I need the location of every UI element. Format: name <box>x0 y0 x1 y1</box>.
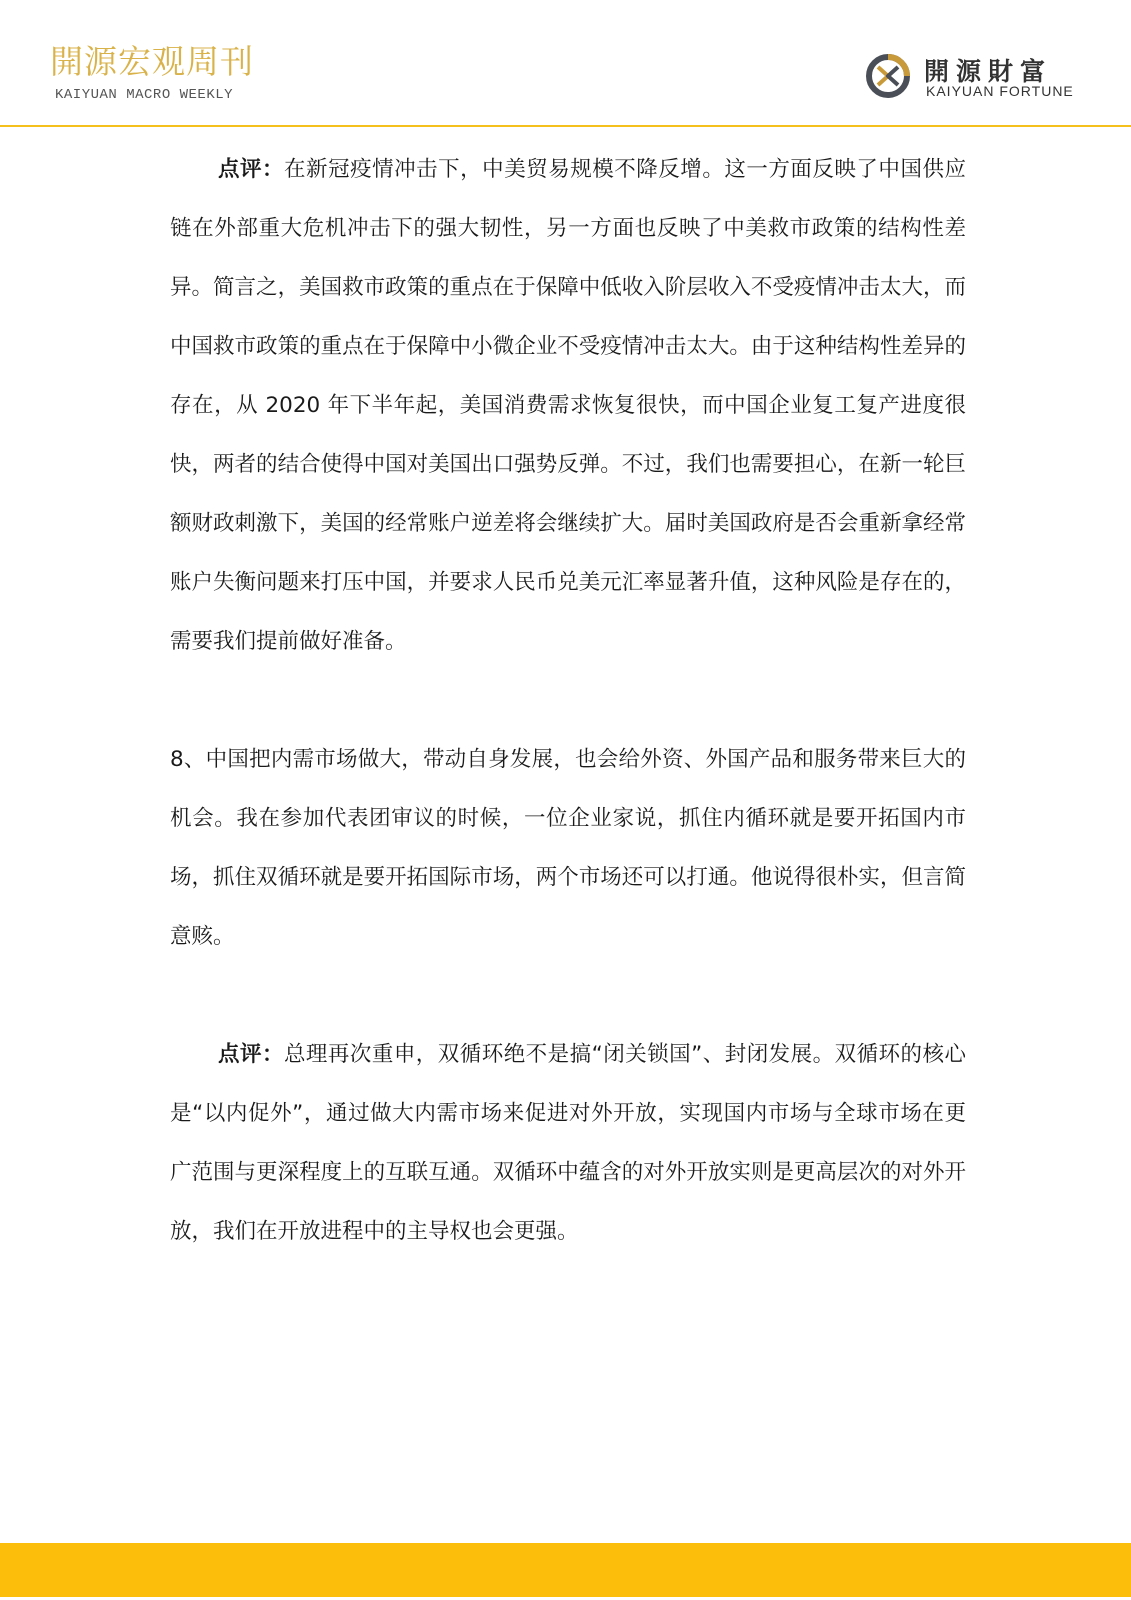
publication-subtitle: KAIYUAN MACRO WEEKLY <box>55 87 234 103</box>
quote-paragraph <box>170 730 966 966</box>
publication-title: 開源宏观周刊 <box>50 42 254 81</box>
logo-name-cn: 開源財富 <box>924 57 1053 86</box>
paragraph-text: 8、中国把内需市场做大，带动自身发展，也会给外资、外国产品和服务带来巨大的机会。我在参加代表团审议的时候，一位企业家说，抓住内循环就是要开拓国内市场，抓住双循环就是要开拓国际市场，两个市场还可以打通。他说得很朴实，但言简意赅。 <box>170 747 966 949</box>
page-header <box>0 0 1131 126</box>
commentary-paragraph <box>170 140 966 671</box>
header-divider <box>0 125 1131 127</box>
commentary-paragraph <box>170 1025 966 1261</box>
logo-name-en: KAIYUAN FORTUNE <box>926 83 1074 99</box>
commentary-label: 点评： <box>218 157 285 182</box>
footer-bar <box>0 1543 1131 1597</box>
paragraph-text: 总理再次重申，双循环绝不是搞“闭关锁国”、封闭发展。双循环的核心是“以内促外”，通过做大内需市场来促进对外开放，实现国内市场与全球市场在更广范围与更深程度上的互联互通。双循环中蕴含的对外开放实则是更高层次的对外开放，我们在开放进程中的主导权也会更强。 <box>170 1042 966 1244</box>
article-body <box>170 140 966 1261</box>
commentary-label: 点评： <box>218 1042 284 1067</box>
paragraph-text: 在新冠疫情冲击下，中美贸易规模不降反增。这一方面反映了中国供应链在外部重大危机冲击下的强大韧性，另一方面也反映了中美救市政策的结构性差异。简言之，美国救市政策的重点在于保障中低收入阶层收入不受疫情冲击太大，而中国救市政策的重点在于保障中小微企业不受疫情冲击太大。由于这种结构性差异的存在，从 2020 年下半年起，美国消费需求恢复很快，而中国企业复工复产进度很快，两者的结合使得中国对美国出口强势反弹。不过，我们也需要担心，在新一轮巨额财政刺激下，美国的经常账户逆差将会继续扩大。届时美国政府是否会重新拿经常账户失衡问题来打压中国，并要求人民币兑美元汇率显著升值，这种风险是存在的，需要我们提前做好准备。 <box>170 157 966 654</box>
kaiyuan-fortune-logo <box>864 52 1084 104</box>
kaiyuan-logo-mark-icon <box>864 52 912 100</box>
